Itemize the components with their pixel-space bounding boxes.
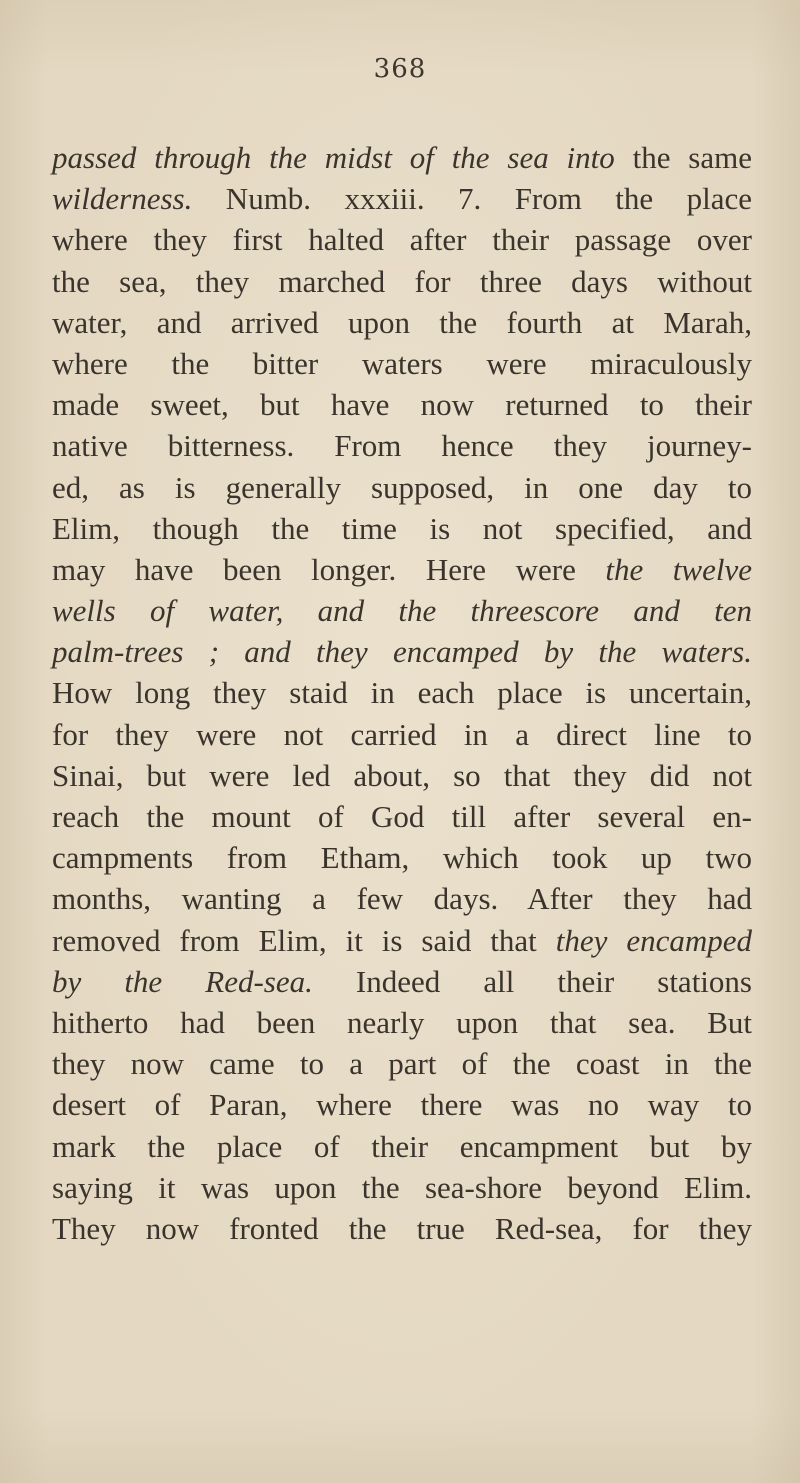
text-line <box>52 302 752 343</box>
text-line <box>52 590 752 631</box>
text-line <box>52 631 752 672</box>
text-line <box>52 714 752 755</box>
text-line <box>52 1208 752 1249</box>
italic-text: wilderness. <box>52 181 193 217</box>
text-line <box>52 796 752 837</box>
text-line <box>52 467 752 508</box>
text-segment: mark the place of their encampment but by <box>52 1128 752 1164</box>
body-text <box>52 137 752 1249</box>
text-segment: the same <box>614 140 752 175</box>
text-segment: hitherto had been nearly upon that sea. But <box>52 1004 752 1040</box>
text-line <box>52 1126 752 1167</box>
text-segment: where the bitter waters were miraculously <box>52 345 752 381</box>
text-line <box>52 549 752 590</box>
text-segment: campments from Etham, which took up two <box>52 840 752 876</box>
text-line <box>52 261 752 302</box>
text-line <box>52 343 752 384</box>
text-line <box>52 384 752 425</box>
text-segment: Indeed all their stations <box>312 963 752 999</box>
text-segment: water, and arrived upon the fourth at Marah, <box>52 304 752 340</box>
text-segment: How long they staid in each place is uncertain, <box>52 675 752 711</box>
text-segment: Elim, though the time is not specified, and <box>52 510 752 546</box>
text-segment: desert of Paran, where there was no way to <box>52 1087 752 1123</box>
text-segment: reach the mount of God till after several en- <box>52 799 752 834</box>
text-segment: They now fronted the true Red-sea, for they <box>52 1210 752 1246</box>
text-segment: Sinai, but were led about, so that they did not <box>52 757 752 793</box>
text-segment: ed, as is generally supposed, in one day to <box>52 469 752 505</box>
text-line <box>52 920 752 961</box>
text-line <box>52 878 752 919</box>
text-line <box>52 1167 752 1208</box>
text-segment: removed from Elim, it is said that <box>52 922 556 958</box>
text-line <box>52 837 752 878</box>
italic-text: they encamped <box>555 922 753 958</box>
text-line <box>52 961 752 1002</box>
text-segment: saying it was upon the sea-shore beyond Elim. <box>52 1169 752 1205</box>
text-segment: native bitterness. From hence they journey- <box>52 428 752 464</box>
italic-text: by the Red-sea. <box>52 963 313 999</box>
italic-text: wells of water, and the threescore and ten <box>52 593 752 629</box>
text-segment: Numb. xxxiii. 7. From the place <box>192 181 752 217</box>
text-line <box>52 508 752 549</box>
text-line <box>52 755 752 796</box>
text-segment: the sea, they marched for three days without <box>52 263 752 299</box>
text-line <box>52 1084 752 1125</box>
text-segment: made sweet, but have now returned to their <box>52 387 752 423</box>
text-line <box>52 137 752 178</box>
text-segment: for they were not carried in a direct line to <box>52 716 752 752</box>
text-line <box>52 1043 752 1084</box>
italic-text: the twelve <box>605 551 752 587</box>
text-line <box>52 219 752 260</box>
text-segment: months, wanting a few days. After they had <box>52 881 752 917</box>
italic-text: palm-trees ; and they encamped by the waters. <box>52 634 752 670</box>
text-line <box>52 178 752 219</box>
page-number: 368 <box>373 54 427 84</box>
text-line <box>52 672 752 713</box>
text-line <box>52 425 752 466</box>
text-line <box>52 1002 752 1043</box>
italic-text: passed through the midst of the sea into <box>52 140 615 175</box>
text-segment: may have been longer. Here were <box>52 551 606 587</box>
text-segment: where they first halted after their passage over <box>52 222 752 258</box>
text-segment: they now came to a part of the coast in the <box>52 1046 752 1082</box>
